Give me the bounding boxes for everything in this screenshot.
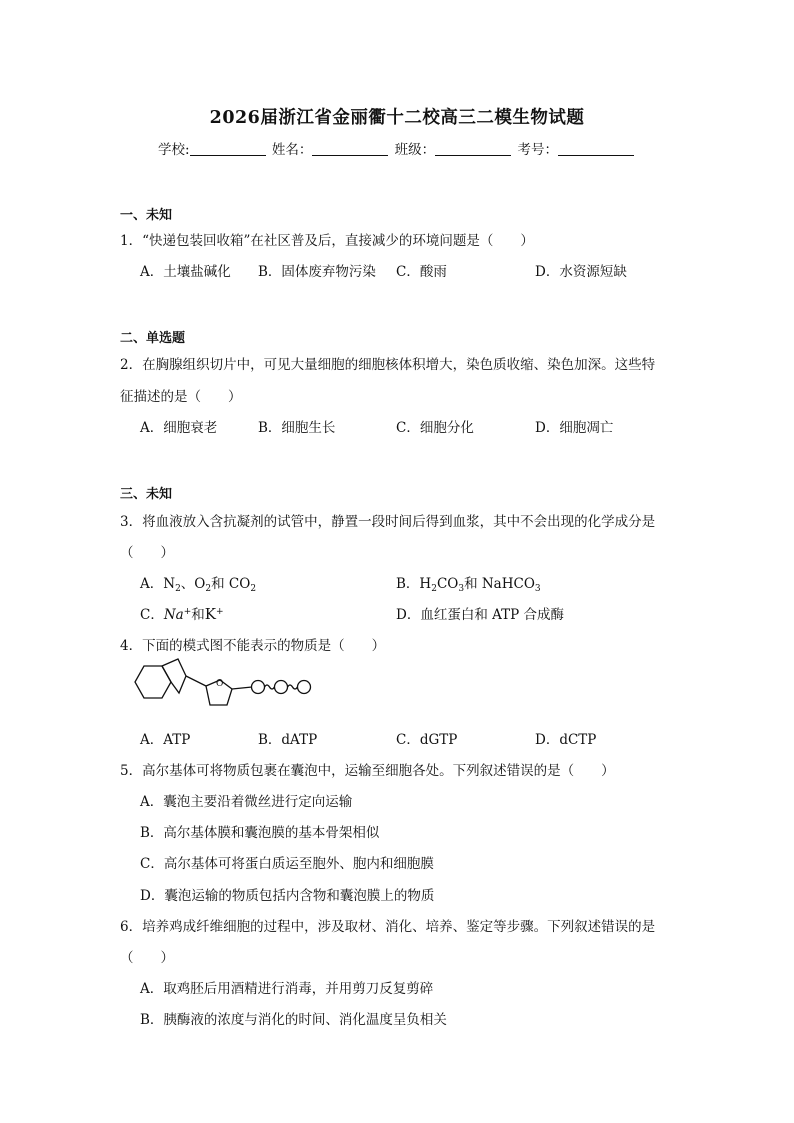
class-label: 班级： <box>394 142 436 158</box>
name-blank[interactable] <box>312 141 388 156</box>
high-energy-bond <box>288 685 298 689</box>
number-label: 考号： <box>517 142 558 158</box>
q1-option-a[interactable]: A．土壤盐碱化 <box>140 264 231 280</box>
six-membered-ring <box>135 666 171 698</box>
q3-option-c[interactable]: C．Na+和K+ <box>140 605 224 623</box>
phosphate-circle <box>298 681 311 694</box>
question-5-stem: 5．高尔基体可将物质包裹在囊泡中，运输至细胞各处。下列叙述错误的是（ ） <box>120 763 615 779</box>
q4-option-b[interactable]: B．dATP <box>258 732 318 748</box>
q5-option-d[interactable]: D．囊泡运输的物质包括内含物和囊泡膜上的物质 <box>140 888 435 904</box>
q4-option-c[interactable]: C．dGTP <box>396 732 458 748</box>
number-blank[interactable] <box>558 141 634 156</box>
q5-option-c[interactable]: C．高尔基体可将蛋白质运至胞外、胞内和细胞膜 <box>140 856 434 872</box>
q6-option-a[interactable]: A．取鸡胚后用酒精进行消毒，并用剪刀反复剪碎 <box>140 981 434 997</box>
section-heading: 二、单选题 <box>120 331 186 346</box>
q3-option-b[interactable]: B．$H_2CO_3$和 NaHCO$_3$ <box>396 576 541 594</box>
five-membered-ring <box>162 659 186 693</box>
q2-option-a[interactable]: A．细胞衰老 <box>140 420 218 436</box>
q3-option-a[interactable]: A．$N_2$、$O_2$和 $CO_2$ <box>140 576 257 594</box>
question-2-stem-line1: 2．在胸腺组织切片中，可见大量细胞的细胞核体积增大，染色质收缩、染色加深。这些特 <box>120 357 656 373</box>
question-6-stem-line1: 6．培养鸡成纤维细胞的过程中，涉及取材、消化、培养、鉴定等步骤。下列叙述错误的是 <box>120 919 656 935</box>
q1-option-d[interactable]: D．水资源短缺 <box>535 264 627 280</box>
q1-option-c[interactable]: C．酸雨 <box>396 264 447 280</box>
q2-option-d[interactable]: D．细胞凋亡 <box>535 420 614 436</box>
q5-option-b[interactable]: B．高尔基体膜和囊泡膜的基本骨架相似 <box>140 825 380 841</box>
q2-option-c[interactable]: C．细胞分化 <box>396 420 474 436</box>
high-energy-bond <box>265 685 275 689</box>
nucleotide-structure-diagram <box>124 656 334 720</box>
school-label: 学校: <box>158 142 190 158</box>
page-title: 2026届浙江省金丽衢十二校高三二模生物试题 <box>209 108 585 128</box>
q4-option-d[interactable]: D．dCTP <box>535 732 597 748</box>
question-4-stem: 4．下面的模式图不能表示的物质是（ ） <box>120 638 386 654</box>
phosphate-circle <box>275 681 288 694</box>
question-1-stem: 1．“快递包装回收箱”在社区普及后，直接减少的环境问题是（ ） <box>120 233 534 249</box>
phosphate-circle <box>252 681 265 694</box>
q3-option-d[interactable]: D．血红蛋白和 ATP 合成酶 <box>396 607 565 623</box>
q2-option-b[interactable]: B．细胞生长 <box>258 420 336 436</box>
q1-option-b[interactable]: B．固体废弃物污染 <box>258 264 376 280</box>
question-6-stem-line2: （ ） <box>120 950 174 966</box>
q4-option-a[interactable]: A．ATP <box>140 732 191 748</box>
school-blank[interactable] <box>190 141 266 156</box>
question-3-stem-line1: 3．将血液放入含抗凝剂的试管中，静置一段时间后得到血浆，其中不会出现的化学成分是 <box>120 514 656 530</box>
section-heading: 三、未知 <box>120 487 173 502</box>
question-2-stem-line2: 征描述的是（ ） <box>120 389 242 405</box>
name-label: 姓名： <box>271 142 313 158</box>
question-3-stem-line2: （ ） <box>120 545 174 561</box>
svg-text:O: O <box>216 679 224 689</box>
class-blank[interactable] <box>435 141 511 156</box>
q6-option-b[interactable]: B．胰酶液的浓度与消化的时间、消化温度呈负相关 <box>140 1012 447 1028</box>
section-heading: 一、未知 <box>120 208 173 223</box>
student-info-line <box>0 138 794 158</box>
q5-option-a[interactable]: A．囊泡主要沿着微丝进行定向运输 <box>140 794 353 810</box>
